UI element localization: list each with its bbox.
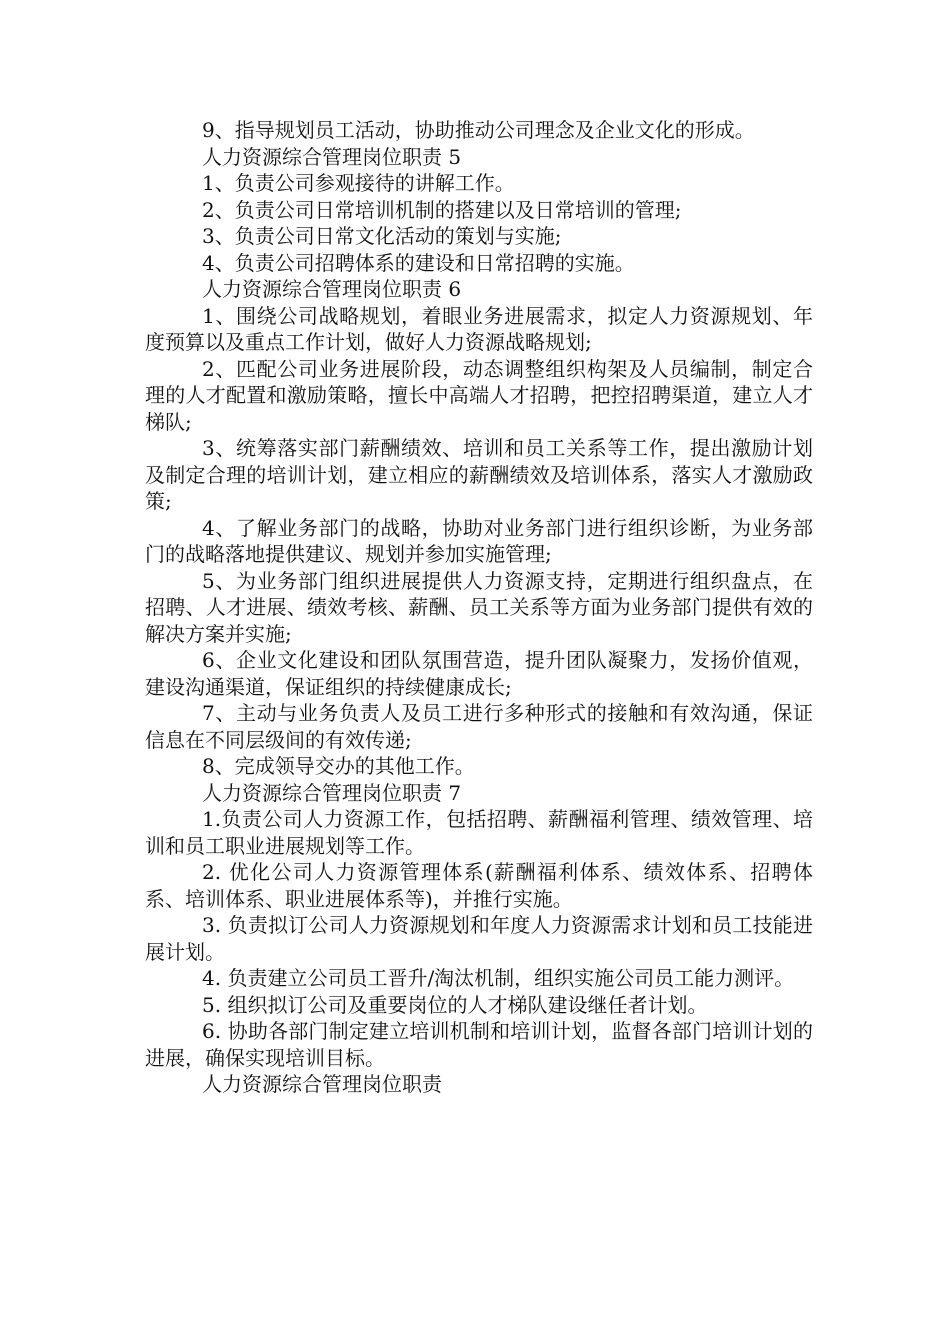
paragraph-item-7-3: 3. 负责拟订公司人力资源规划和年度人力资源需求计划和员工技能进展计划。 xyxy=(145,913,813,964)
paragraph-item-9: 9、指导规划员工活动，协助推动公司理念及企业文化的形成。 xyxy=(202,118,755,142)
paragraph-item-6-5: 5、为业务部门组织进展提供人力资源支持，定期进行组织盘点，在招聘、人才进展、绩效考核、薪酬、员工关系等方面为业务部门提供有效的解决方案并实施; xyxy=(145,568,813,646)
paragraph-item-6-1: 1、围绕公司战略规划，着眼业务进展需求，拟定人力资源规划、年度预算以及重点工作计划，做好人力资源战略规划; xyxy=(145,303,813,354)
section-heading-6: 人力资源综合管理岗位职责 6 xyxy=(202,277,462,301)
paragraph-item-6-7: 7、主动与业务负责人及员工进行多种形式的接触和有效沟通，保证信息在不同层级间的有效传递; xyxy=(145,701,813,752)
paragraph-item-7-4: 4. 负责建立公司员工晋升/淘汰机制，组织实施公司员工能力测评。 xyxy=(202,966,795,990)
paragraph-item-7-5: 5. 组织拟订公司及重要岗位的人才梯队建设继任者计划。 xyxy=(202,992,708,1017)
paragraph-item-5-4: 4、负责公司招聘体系的建设和日常招聘的实施。 xyxy=(202,250,635,275)
section-heading-final: 人力资源综合管理岗位职责 xyxy=(202,1072,442,1096)
document-body xyxy=(145,117,813,1098)
paragraph-item-6-4: 4、了解业务部门的战略，协助对业务部门进行组织诊断，为业务部门的战略落地提供建议、规划并参加实施管理; xyxy=(145,515,813,566)
paragraph-item-5-2: 2、负责公司日常培训机制的搭建以及日常培训的管理; xyxy=(202,197,682,222)
paragraph-item-7-2: 2. 优化公司人力资源管理体系(薪酬福利体系、绩效体系、招聘体系、培训体系、职业进展体系等)，并推行实施。 xyxy=(145,860,813,911)
paragraph-item-6-6: 6、企业文化建设和团队氛围营造，提升团队凝聚力，发扬价值观，建设沟通渠道，保证组织的持续健康成长; xyxy=(145,648,813,699)
paragraph-item-6-3: 3、统筹落实部门薪酬绩效、培训和员工关系等工作，提出激励计划及制定合理的培训计划，建立相应的薪酬绩效及培训体系，落实人才激励政策; xyxy=(145,436,813,513)
paragraph-item-5-3: 3、负责公司日常文化活动的策划与实施; xyxy=(202,224,562,248)
paragraph-item-6-8: 8、完成领导交办的其他工作。 xyxy=(202,754,475,778)
paragraph-item-6-2: 2、匹配公司业务进展阶段，动态调整组织构架及人员编制，制定合理的人才配置和激励策略，擅长中高端人才招聘，把控招聘渠道，建立人才梯队; xyxy=(145,356,813,434)
paragraph-item-5-1: 1、负责公司参观接待的讲解工作。 xyxy=(202,171,515,195)
section-heading-5: 人力资源综合管理岗位职责 5 xyxy=(202,144,462,169)
paragraph-item-7-6: 6. 协助各部门制定建立培训机制和培训计划，监督各部门培训计划的进展，确保实现培训目标。 xyxy=(145,1019,813,1070)
section-heading-7: 人力资源综合管理岗位职责 7 xyxy=(202,780,462,805)
paragraph-item-7-1: 1.负责公司人力资源工作，包括招聘、薪酬福利管理、绩效管理、培训和员工职业进展规划等工作。 xyxy=(145,807,813,858)
